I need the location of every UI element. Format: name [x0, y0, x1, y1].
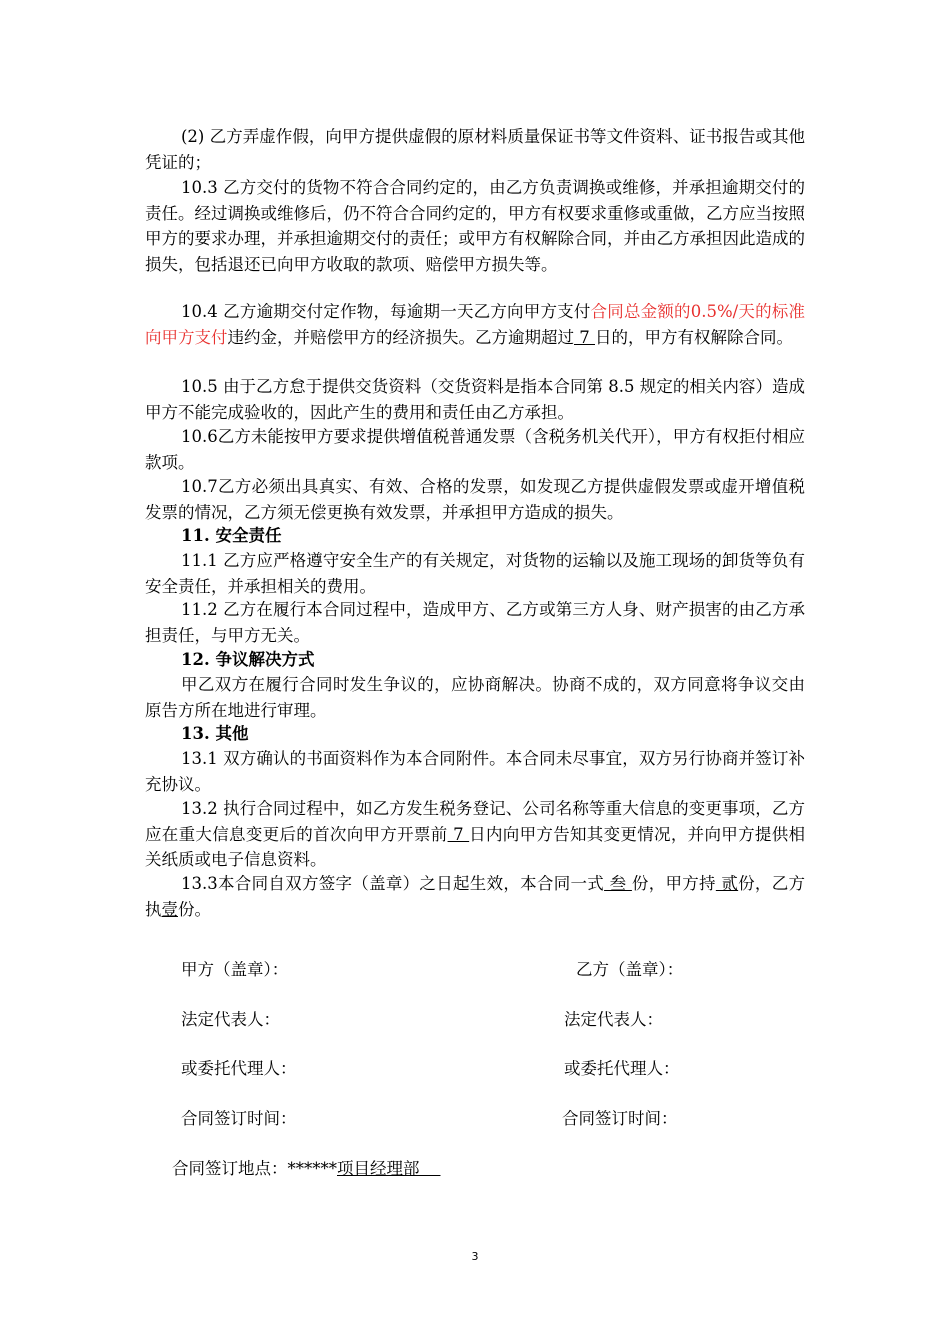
party-b-seal-label: 乙方（盖章）：	[576, 960, 684, 979]
clause-10-4	[145, 299, 805, 350]
signing-place-label: 合同签订地点：******	[172, 1159, 337, 1178]
clause-13-3-party-a-copies: 贰	[715, 874, 739, 893]
clause-10-4-text-a: 10.4 乙方逾期交付定作物，每逾期一天乙方向甲方支付	[181, 302, 591, 321]
party-a-agent-label: 或委托代理人：	[181, 1059, 297, 1078]
clause-10-4-text-c: 日的，甲方有权解除合同。	[595, 327, 793, 347]
section-11-heading: 11. 安全责任	[181, 526, 282, 545]
party-a-representative-label: 法定代表人：	[181, 1010, 280, 1029]
clause-10-7: 10.7乙方必须出具真实、有效、合格的发票，如发现乙方提供虚假发票或虚开增值税发票的情况，乙方须无偿更换有效发票，并承担甲方造成的损失。	[145, 477, 805, 522]
clause-13-2-text-b: 日内向甲方告知其变更情况，并向甲方提供相关纸质或电子信息资料。	[145, 824, 806, 869]
signing-place-value: 项目经理部	[337, 1159, 441, 1178]
clause-12: 甲乙双方在履行合同时发生争议的，应协商解决。协商不成的，双方同意将争议交由原告方所在地进行审理。	[145, 675, 805, 720]
clause-13-1: 13.1 双方确认的书面资料作为本合同附件。本合同未尽事宜，双方另行协商并签订补充协议。	[145, 749, 805, 794]
page-number: 3	[471, 1250, 479, 1263]
clause-13-2-text-a: 13.2 执行合同过程中，如乙方发生税务登记、公司名称等重大信息的变更事项，乙方应在重大信息变更后的首次向甲方开票前	[145, 799, 805, 844]
clause-11-2: 11.2 乙方在履行本合同过程中，造成甲方、乙方或第三方人身、财产损害的由乙方承担责任，与甲方无关。	[145, 600, 805, 645]
clause-13-3-text-d: 份。	[178, 899, 211, 919]
party-a-date-label: 合同签订时间：	[181, 1109, 297, 1128]
clause-11-1: 11.1 乙方应严格遵守安全生产的有关规定，对货物的运输以及施工现场的卸货等负有安全责任，并承担相关的费用。	[145, 551, 805, 596]
clause-13-2	[145, 796, 805, 873]
clause-10-3: 10.3 乙方交付的货物不符合合同约定的，由乙方负责调换或维修，并承担逾期交付的责任。经过调换或维修后，仍不符合合同约定的，甲方有权要求重修或重做，乙方应当按照甲方的要求办理，并承担逾期交付的责任；或甲方有权解除合同，并由乙方承担因此造成的损失，包括退还已向甲方收取的款项、赔偿甲方损失等。	[145, 178, 805, 274]
clause-10-4-red-text: 合同总金额的0.5%/天的标准向甲方支付	[145, 302, 806, 347]
clause-10-5: 10.5 由于乙方怠于提供交货资料（交货资料是指本合同第 8.5 规定的相关内容）造成甲方不能完成验收的，因此产生的费用和责任由乙方承担。	[145, 377, 805, 422]
clause-10-6: 10.6乙方未能按甲方要求提供增值税普通发票（含税务机关代开），甲方有权拒付相应款项。	[145, 427, 805, 472]
section-13-heading: 13. 其他	[181, 724, 249, 743]
clause-13-3-party-b-copies: 壹	[161, 899, 178, 919]
clause-13-3	[145, 871, 805, 922]
party-b-agent-label: 或委托代理人：	[564, 1059, 680, 1078]
clause-13-2-days: 7	[447, 824, 470, 844]
clause-13-3-text-b: 份，甲方持	[631, 874, 716, 893]
clause-13-3-text-a: 13.3本合同自双方签字（盖章）之日起生效，本合同一式	[181, 874, 605, 893]
clause-2: (2) 乙方弄虚作假，向甲方提供虚假的原材料质量保证书等文件资料、证书报告或其他凭证的；	[145, 127, 805, 172]
party-a-seal-label: 甲方（盖章）：	[181, 960, 289, 979]
clause-10-4-days: 7	[574, 327, 595, 347]
clause-13-3-text-c: 份，乙方执	[145, 874, 805, 919]
section-12-heading: 12. 争议解决方式	[181, 650, 315, 669]
clause-10-4-text-b: 违约金，并赔偿甲方的经济损失。乙方逾期超过	[227, 327, 574, 347]
signing-place	[172, 1157, 440, 1181]
party-b-date-label: 合同签订时间：	[562, 1109, 678, 1128]
clause-13-3-total-copies: 叁	[604, 874, 632, 893]
party-b-representative-label: 法定代表人：	[564, 1010, 663, 1029]
